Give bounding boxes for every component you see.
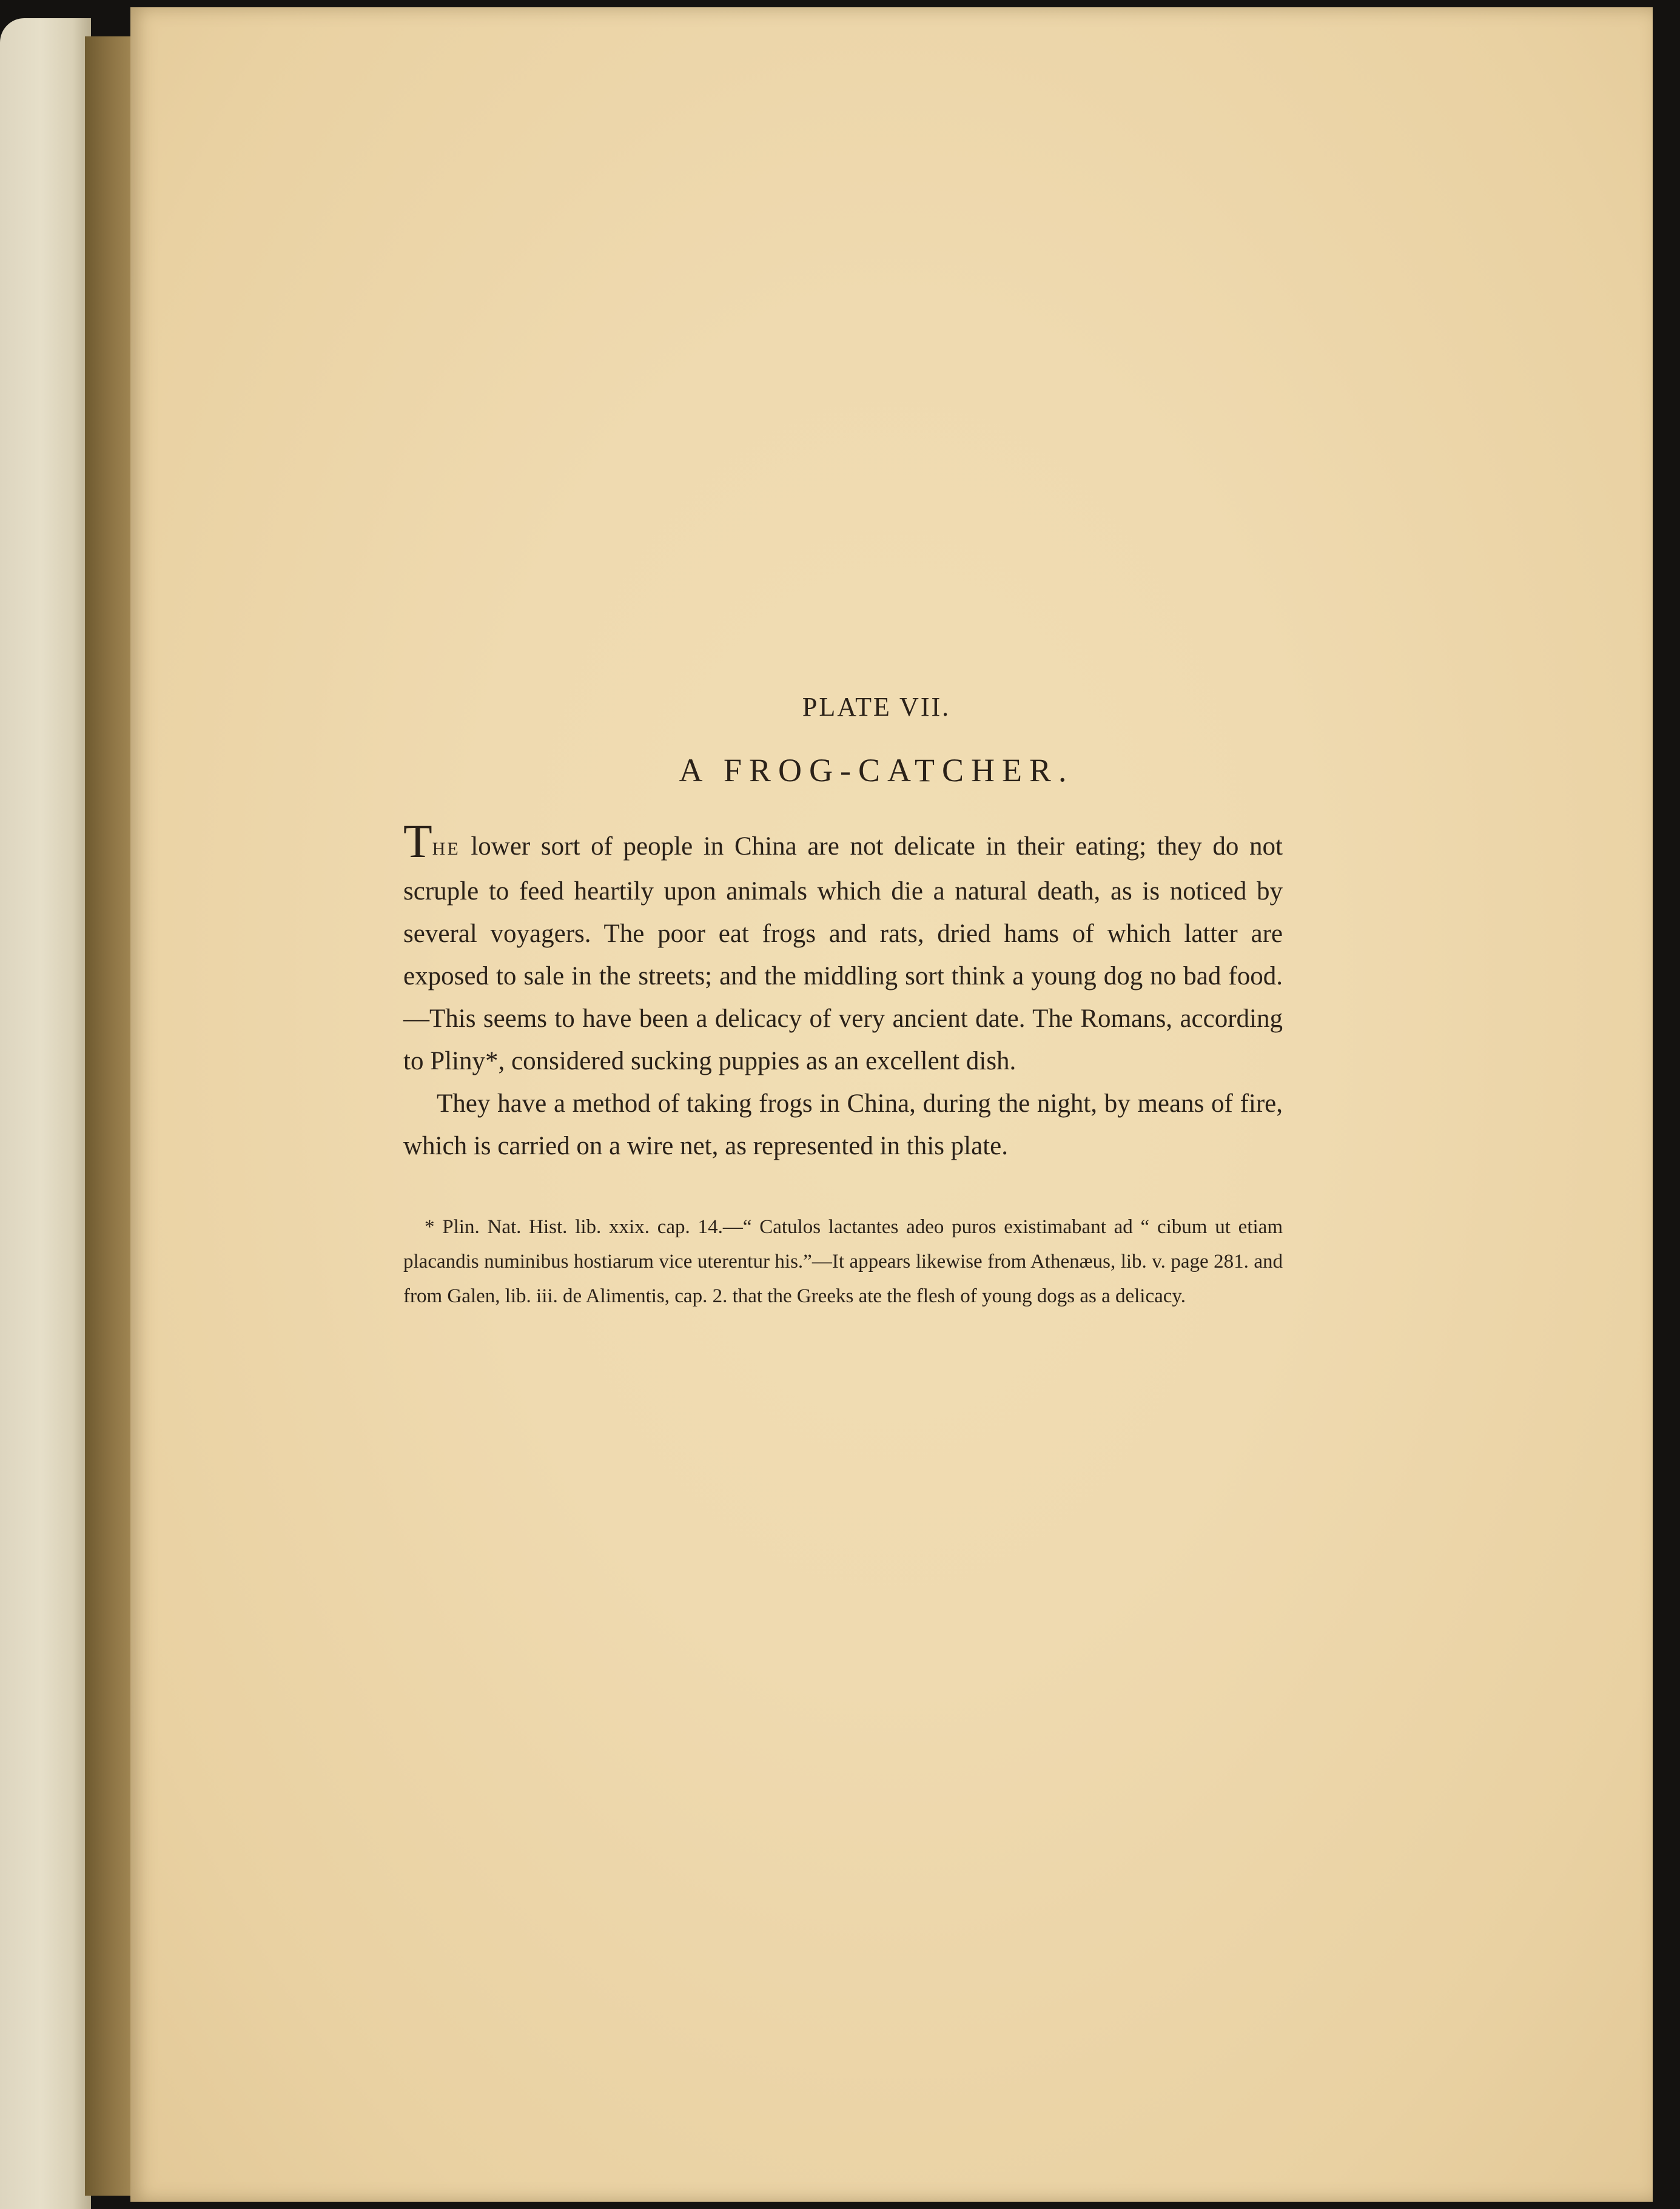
plate-number: PLATE VII. [802, 692, 951, 722]
facing-page-edge [0, 18, 91, 2209]
paragraph-2: They have a method of taking frogs in China, during the night, by means of fire, which is carried on a wire net, as represented in this plate. [403, 1089, 1283, 1160]
paragraph-1 [403, 815, 1283, 1083]
footnote: * Plin. Nat. Hist. lib. xxix. cap. 14.—“ Catulos lactantes adeo puros existimabant ad “ cibum ut etiam placandis numinibus hostiarum vice uterentur his.”—It appears likewise from Athenæus, lib. v. page 281. and from Galen, lib. iii. de Alimentis, cap. 2. that the Greeks ate the flesh of young dogs as a delicacy. [403, 1216, 1283, 1307]
page-text [403, 691, 1283, 1314]
plate-title: A FROG-CATCHER. [679, 752, 1074, 788]
drop-cap: T [403, 815, 432, 867]
small-caps: HE [432, 839, 460, 859]
paragraph-1-text: lower sort of people in China are not delicate in their eating; they do not scruple to feed heartily upon animals which die a natural death, as is noticed by several voyagers. The poor eat frogs and rats, dried hams of which latter are exposed to sale in the streets; and the middling sort think a young dog no bad food.—This seems to have been a delicacy of very ancient date. The Romans, according to Pliny*, considered sucking puppies as an excellent dish. [403, 832, 1283, 1075]
